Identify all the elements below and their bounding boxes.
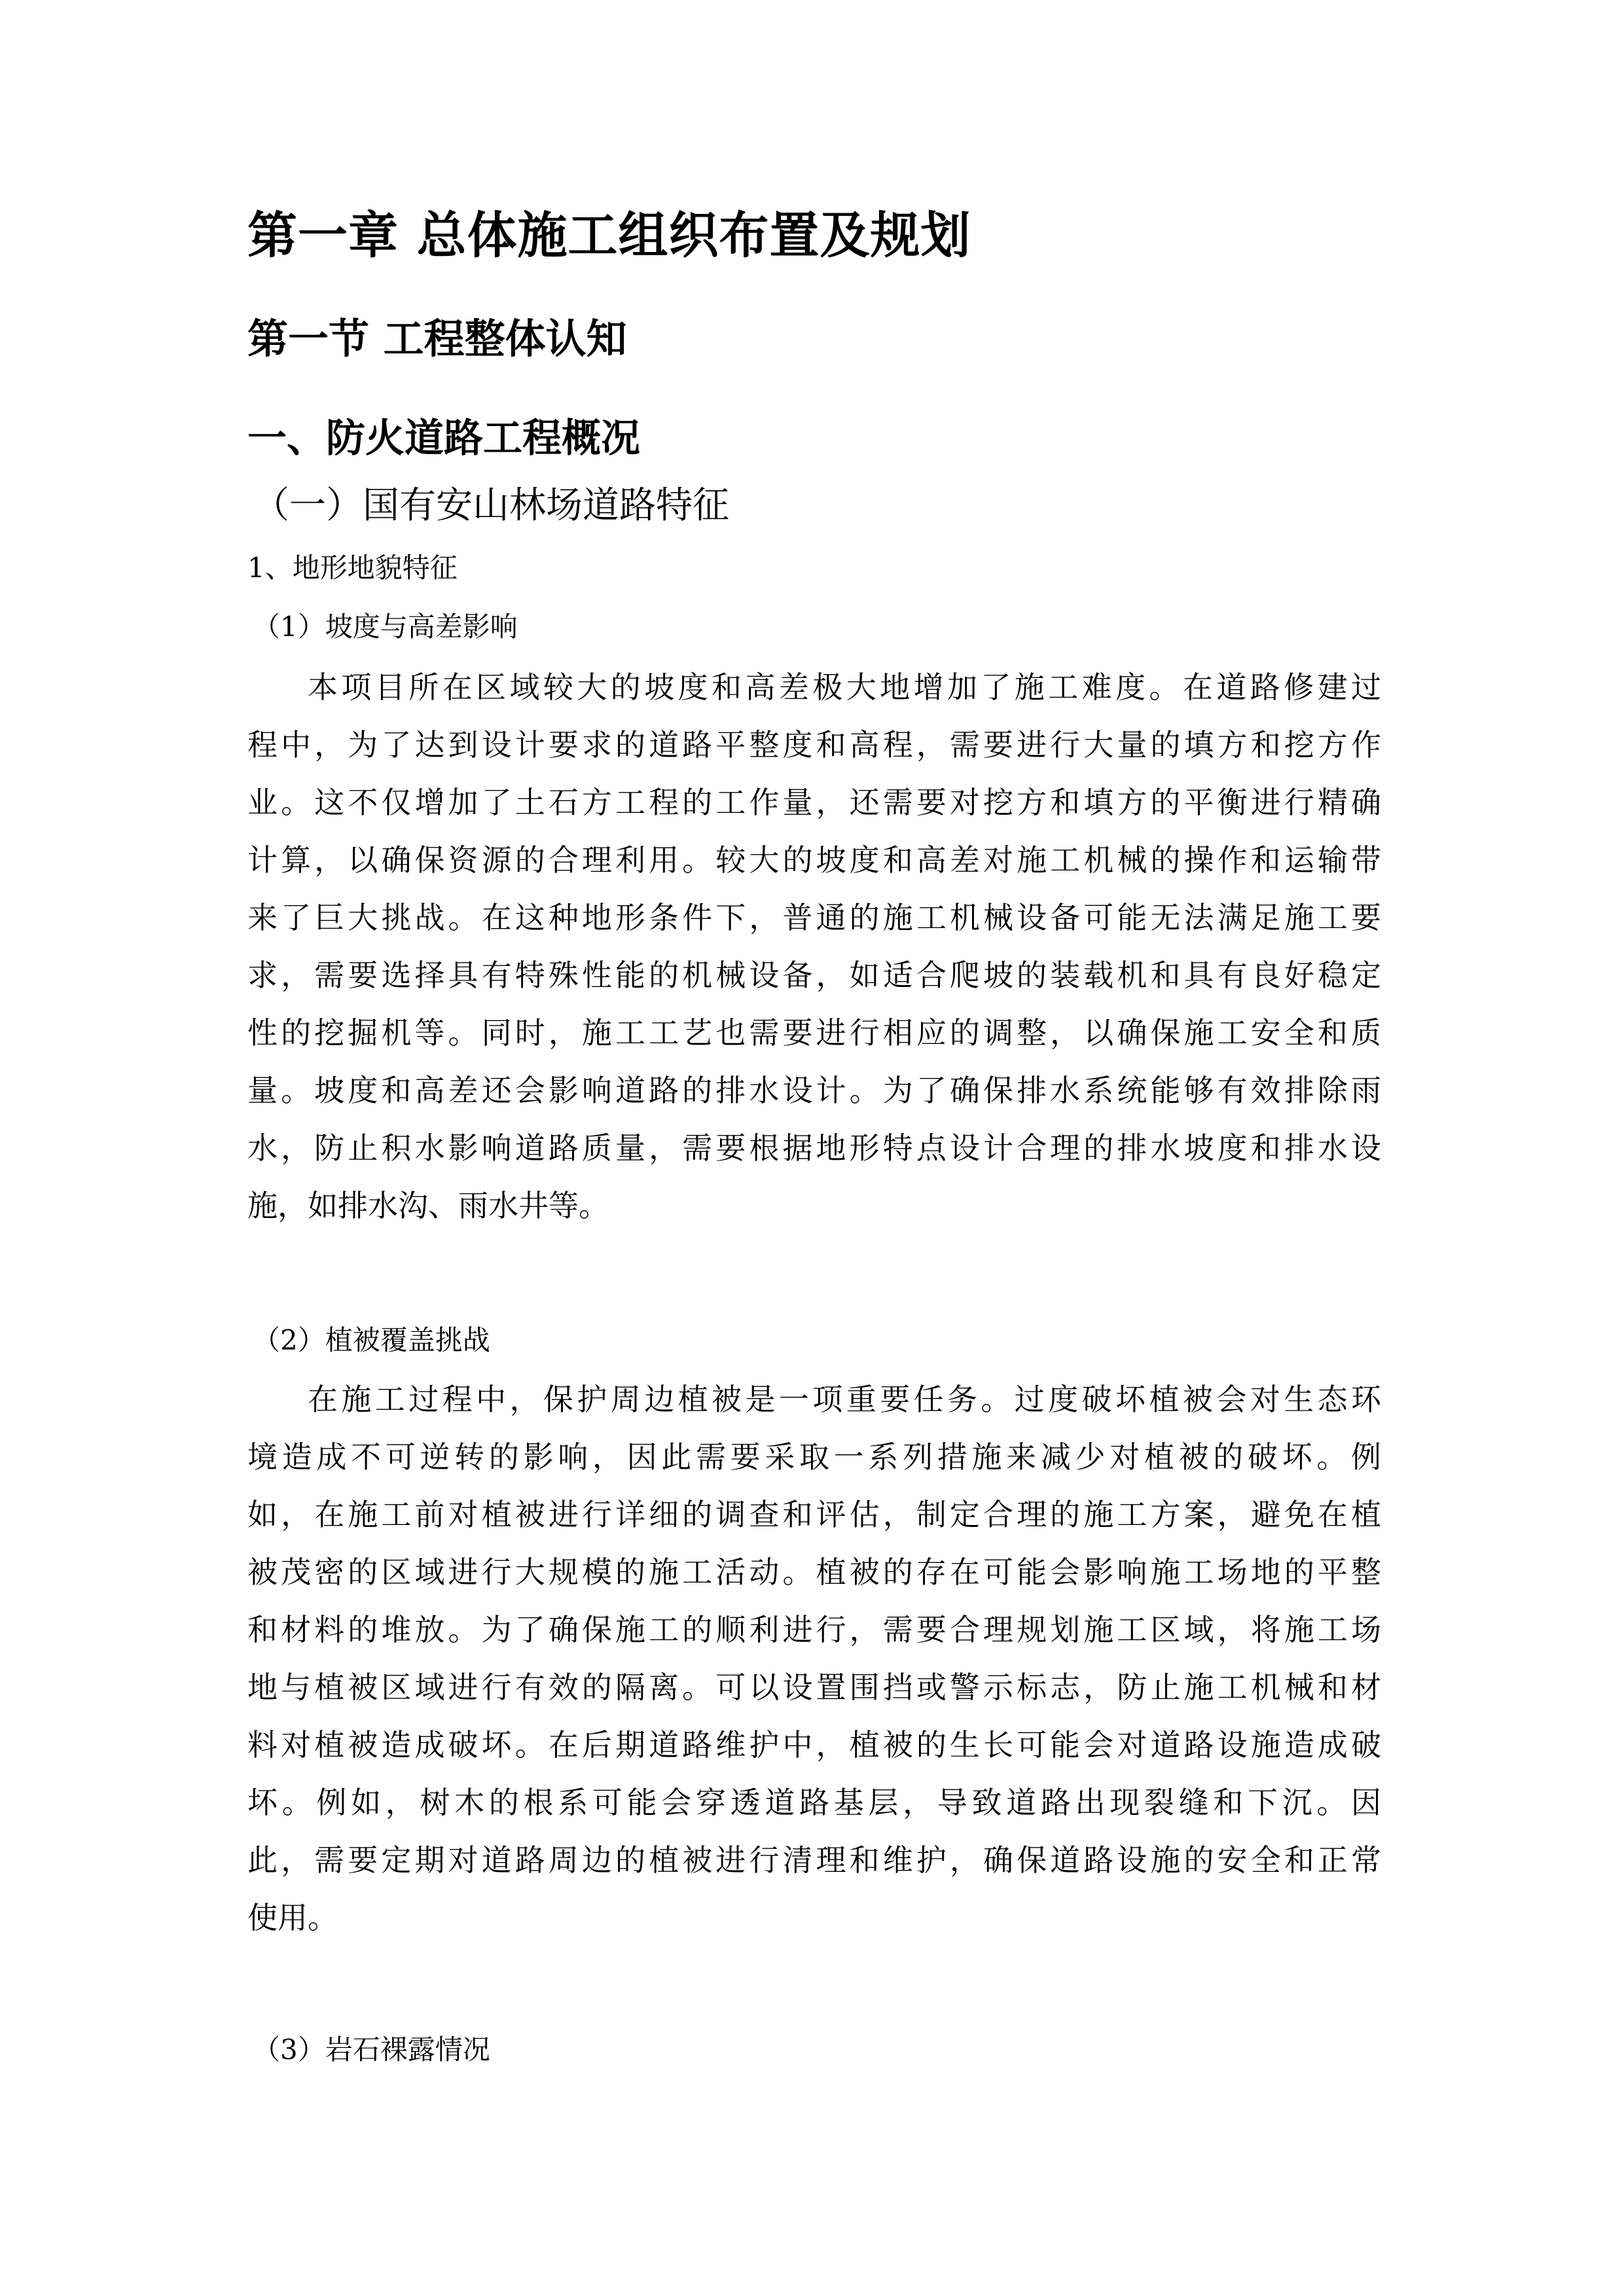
- paragraph-line: 水，防止积水影响道路质量，需要根据地形特点设计合理的排水坡度和排水设: [247, 1130, 1381, 1166]
- paragraph-line: 如，在施工前对植被进行详细的调查和评估，制定合理的施工方案，避免在植: [247, 1497, 1381, 1532]
- paragraph-line: 程中，为了达到设计要求的道路平整度和高程，需要进行大量的填方和挖方作: [247, 727, 1381, 762]
- subsection-title-slope: （1）坡度与高差影响: [253, 611, 518, 643]
- subsection-title-vegetation: （2）植被覆盖挑战: [253, 1324, 490, 1356]
- paragraph-line: 料对植被造成破坏。在后期道路维护中，植被的生长可能会对道路设施造成破: [247, 1727, 1381, 1763]
- paragraph-line: 被茂密的区域进行大规模的施工活动。植被的存在可能会影响施工场地的平整: [247, 1554, 1381, 1590]
- paragraph-line: 使用。: [247, 1900, 338, 1935]
- paragraph-line: 坏。例如，树木的根系可能会穿透道路基层，导致道路出现裂缝和下沉。因: [247, 1785, 1381, 1820]
- paragraph-line: 量。坡度和高差还会影响道路的排水设计。为了确保排水系统能够有效排除雨: [247, 1073, 1381, 1108]
- paragraph-line: 性的挖掘机等。同时，施工工艺也需要进行相应的调整，以确保施工安全和质: [247, 1015, 1381, 1050]
- paragraph-line: 境造成不可逆转的影响，因此需要采取一系列措施来减少对植被的破坏。例: [247, 1439, 1381, 1475]
- paragraph-line: 地与植被区域进行有效的隔离。可以设置围挡或警示标志，防止施工机械和材: [247, 1670, 1381, 1705]
- paragraph-line: 在施工过程中，保护周边植被是一项重要任务。过度破坏植被会对生态环: [308, 1382, 1381, 1417]
- subsection-title-rock: （3）岩石裸露情况: [253, 2034, 490, 2066]
- heading-3: 1、地形地貌特征: [247, 552, 458, 584]
- paragraph-line: 业。这不仅增加了土石方工程的工作量，还需要对挖方和填方的平衡进行精确: [247, 785, 1381, 820]
- section-title: 第一节 工程整体认知: [247, 315, 627, 363]
- paragraph-line: 此，需要定期对道路周边的植被进行清理和维护，确保道路设施的安全和正常: [247, 1842, 1381, 1878]
- paragraph-vegetation: [247, 1371, 1381, 1946]
- paragraph-line: 求，需要选择具有特殊性能的机械设备，如适合爬坡的装载机和具有良好稳定: [247, 958, 1381, 993]
- paragraph-line: 和材料的堆放。为了确保施工的顺利进行，需要合理规划施工区域，将施工场: [247, 1612, 1381, 1647]
- paragraph-line: 计算，以确保资源的合理利用。较大的坡度和高差对施工机械的操作和运输带: [247, 842, 1381, 878]
- heading-2: （一）国有安山林场道路特征: [253, 484, 729, 527]
- chapter-title: 第一章 总体施工组织布置及规划: [247, 206, 971, 264]
- heading-1: 一、防火道路工程概况: [247, 416, 640, 461]
- paragraph-line: 施，如排水沟、雨水井等。: [247, 1188, 609, 1223]
- paragraph-line: 来了巨大挑战。在这种地形条件下，普通的施工机械设备可能无法满足施工要: [247, 900, 1381, 935]
- paragraph-slope: [247, 658, 1381, 1234]
- paragraph-line: 本项目所在区域较大的坡度和高差极大地增加了施工难度。在道路修建过: [308, 670, 1381, 705]
